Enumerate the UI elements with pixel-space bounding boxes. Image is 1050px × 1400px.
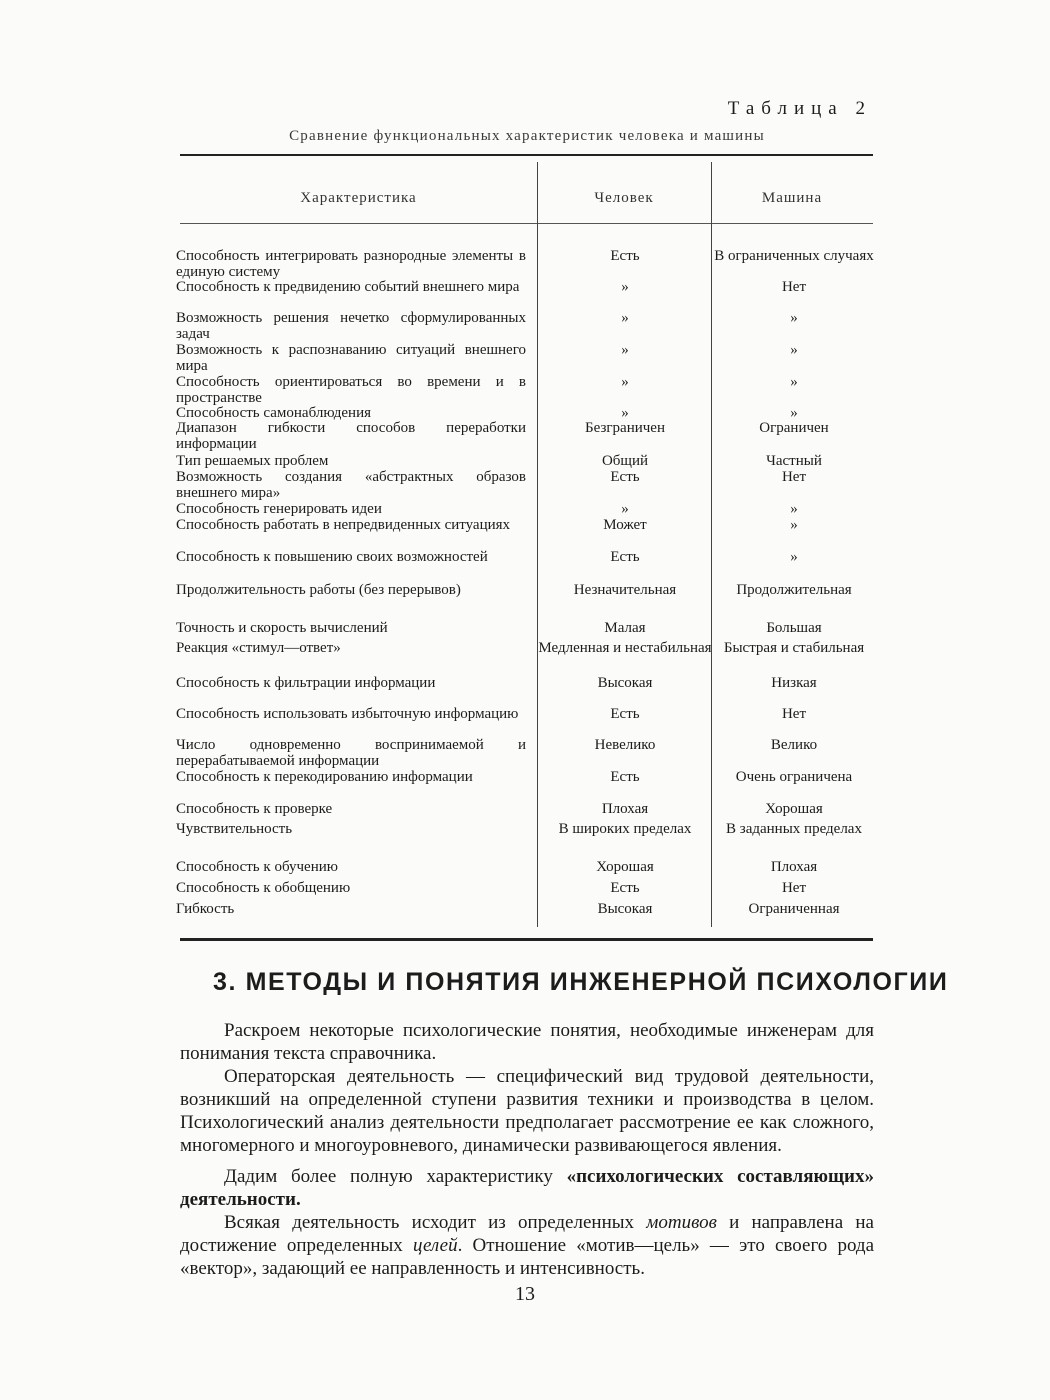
table-top-rule <box>180 154 873 156</box>
cell-human: » <box>621 310 629 326</box>
table-title: Сравнение функциональных характеристик человека и машины <box>289 128 765 144</box>
paragraph-intro: Раскроем некоторые психологические понятия, необходимые инженерам для понимания текста справочника. <box>180 1020 874 1064</box>
cell-characteristic: Способность использовать избыточную информацию <box>176 706 519 722</box>
paragraph-text: . Отношение «мотив—цель» — это своего рода «вектор», задающий ее направленность и интенсивность. <box>180 1235 875 1279</box>
cell-machine: В заданных пределах <box>726 821 862 837</box>
cell-machine: Нет <box>781 469 807 485</box>
cell-characteristic: Способность ориентироваться во времени и в пространстве <box>176 374 526 406</box>
cell-machine: Нет <box>781 279 807 295</box>
cell-characteristic: Способность самонаблюдения <box>176 405 372 421</box>
cell-human: » <box>621 342 629 358</box>
cell-human: Есть <box>610 549 640 565</box>
cell-human: Невелико <box>594 737 656 753</box>
cell-human: Безграничен <box>585 420 665 436</box>
cell-machine: » <box>790 549 798 565</box>
cell-machine: Частный <box>766 453 822 469</box>
cell-machine: » <box>790 310 798 326</box>
cell-machine: Хорошая <box>765 801 823 817</box>
bold-term: «психологических составляющих» деятельности. <box>180 1166 874 1210</box>
cell-human: Высокая <box>597 901 653 917</box>
cell-characteristic: Точность и скорость вычислений <box>176 620 388 636</box>
table-header-machine: Машина <box>761 190 823 206</box>
table-bottom-rule <box>180 938 873 941</box>
cell-characteristic: Продолжительность работы (без перерывов) <box>176 582 461 598</box>
cell-machine: » <box>790 342 798 358</box>
section-heading: 3. МЕТОДЫ И ПОНЯТИЯ ИНЖЕНЕРНОЙ ПСИХОЛОГИИ <box>213 968 949 996</box>
cell-characteristic: Способность работать в непредвиденных ситуациях <box>176 517 511 533</box>
cell-machine: Большая <box>766 620 822 636</box>
page-number: 13 <box>515 1283 535 1305</box>
cell-machine: Очень ограничена <box>735 769 853 785</box>
cell-machine: Ограничен <box>759 420 829 436</box>
cell-characteristic: Чувствительность <box>176 821 293 837</box>
paragraph-text: Дадим более полную характеристику <box>224 1166 567 1187</box>
cell-machine: Ограниченная <box>748 901 840 917</box>
cell-human: Есть <box>610 769 640 785</box>
cell-human: » <box>621 279 629 295</box>
cell-characteristic: Возможность решения нечетко сформулированных задач <box>176 310 526 342</box>
cell-human: Есть <box>610 880 640 896</box>
italic-term-goals: целей <box>412 1235 458 1256</box>
table-header-human: Человек <box>594 190 654 206</box>
cell-machine: » <box>790 374 798 390</box>
cell-human: Может <box>603 517 647 533</box>
cell-characteristic: Способность к фильтрации информации <box>176 675 436 691</box>
cell-characteristic: Реакция «стимул—ответ» <box>176 640 341 656</box>
cell-characteristic: Способность к обобщению <box>176 880 351 896</box>
cell-characteristic: Возможность к распознаванию ситуаций внешнего мира <box>176 342 526 374</box>
cell-machine: » <box>790 405 798 421</box>
cell-characteristic: Способность генерировать идеи <box>176 501 382 517</box>
paragraph-operator-activity: Операторская деятельность — специфический вид трудовой деятельности, возникший на определенной ступени развития техники и производства в целом. Психологический анализ деятельности предполагает рассмотрение ее как сложного, многомерного и многоуровневого, динамически развивающегося явления. <box>180 1066 874 1156</box>
cell-characteristic: Способность к обучению <box>176 859 338 875</box>
cell-human: » <box>621 501 629 517</box>
cell-characteristic: Тип решаемых проблем <box>176 453 329 469</box>
cell-characteristic: Способность к перекодированию информации <box>176 769 473 785</box>
cell-human: Есть <box>610 248 640 264</box>
cell-characteristic: Диапазон гибкости способов переработки информации <box>176 420 526 452</box>
cell-characteristic: Гибкость <box>176 901 235 917</box>
paragraph-motives <box>180 1211 874 1280</box>
cell-human: Есть <box>610 469 640 485</box>
cell-characteristic: Способность к проверке <box>176 801 333 817</box>
table-header-rule <box>180 223 873 224</box>
cell-characteristic: Возможность создания «абстрактных образов внешнего мира» <box>176 469 526 501</box>
cell-human: В широких пределах <box>558 821 692 837</box>
cell-human: Хорошая <box>596 859 654 875</box>
table-header-characteristic: Характеристика <box>300 190 417 206</box>
cell-human: Медленная и нестабильная <box>538 640 712 656</box>
cell-machine: Велико <box>770 737 818 753</box>
cell-characteristic: Способность к предвидению событий внешнего мира <box>176 279 520 295</box>
cell-human: Есть <box>610 706 640 722</box>
table-number: Таблица 2 <box>727 98 872 119</box>
cell-machine: Низкая <box>771 675 817 691</box>
italic-term-motives: мотивов <box>646 1212 717 1233</box>
paragraph-text: и направлена на достижение определенных <box>180 1212 874 1256</box>
paragraph-text: Всякая деятельность исходит из определенных <box>224 1212 647 1233</box>
cell-machine: » <box>790 501 798 517</box>
cell-characteristic: Способность интегрировать разнородные элементы в единую систему <box>176 248 526 280</box>
cell-machine: Продолжительная <box>736 582 852 598</box>
cell-machine: » <box>790 517 798 533</box>
paragraph-components <box>180 1165 874 1211</box>
cell-machine: Плохая <box>770 859 818 875</box>
cell-machine: Нет <box>781 880 807 896</box>
cell-human: » <box>621 405 629 421</box>
cell-human: Малая <box>604 620 646 636</box>
cell-machine: Нет <box>781 706 807 722</box>
cell-characteristic: Способность к повышению своих возможностей <box>176 549 488 565</box>
cell-human: Незначительная <box>573 582 677 598</box>
cell-human: Общий <box>601 453 649 469</box>
cell-machine: Быстрая и стабильная <box>723 640 865 656</box>
cell-human: » <box>621 374 629 390</box>
cell-human: Высокая <box>597 675 653 691</box>
cell-human: Плохая <box>601 801 649 817</box>
cell-machine: В ограниченных случаях <box>714 248 874 264</box>
cell-characteristic: Число одновременно воспринимаемой и перерабатываемой информации <box>176 737 526 769</box>
